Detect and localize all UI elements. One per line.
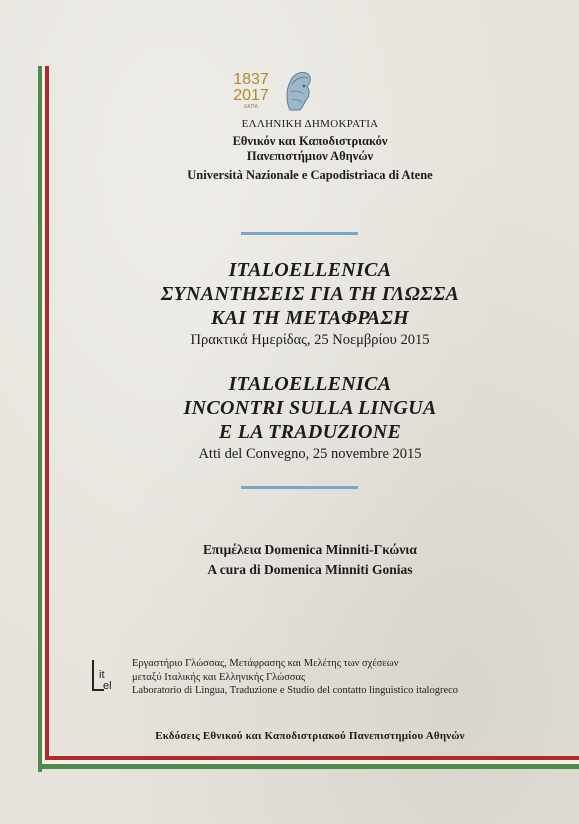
title-greek-line2: ΣΥΝΑΝΤΗΣΕΙΣ ΓΙΑ ΤΗ ΓΛΩΣΣΑ [160, 283, 460, 305]
litel-logo [90, 660, 124, 696]
litel-logo-it: it [99, 669, 105, 681]
title-greek [60, 258, 560, 330]
athena-head-icon [280, 66, 316, 114]
year-bottom: 2017 [233, 87, 269, 104]
year-top: 1837 [233, 71, 269, 88]
publisher: Εκδόσεις Εθνικού και Καποδιστριακού Πανεπιστημίου Αθηνών [155, 730, 465, 742]
university-name-greek-line2: Πανεπιστήμιον Αθηνών [246, 149, 374, 163]
title-italian [60, 372, 560, 444]
laboratory-line1: Εργαστήριο Γλώσσας, Μετάφρασης και Μελέτης των σχέσεων [132, 658, 399, 669]
laboratory-line3: Laboratorio di Lingua, Traduzione e Studio del contatto linguistico italogreco [132, 685, 459, 696]
university-name-greek [60, 134, 560, 164]
republic-label: ΕΛΛΗΝΙΚΗ ΔΗΜΟΚΡΑΤΙΑ [241, 118, 379, 130]
border-red-vertical [45, 66, 49, 760]
litel-logo-el: el [103, 680, 112, 692]
title-greek-line3: ΚΑΙ ΤΗ ΜΕΤΑΦΡΑΣΗ [210, 307, 409, 329]
title-greek-line1: ITALOELLENICA [228, 259, 392, 281]
laboratory-info [132, 657, 562, 698]
anniversary-logo [226, 72, 276, 110]
title-italian-line1: ITALOELLENICA [228, 373, 392, 395]
laboratory-line2: μεταξύ Ιταλικής και Ελληνικής Γλώσσας [132, 671, 306, 683]
editors [60, 540, 560, 580]
divider-top [241, 232, 358, 235]
border-green-horizontal [38, 764, 579, 769]
divider-bottom [241, 486, 358, 489]
university-name-greek-line1: Εθνικόν και Καποδιστριακόν [232, 134, 388, 148]
editor-italian: A cura di Domenica Minniti Gonias [207, 562, 413, 577]
litel-logo-stem [92, 660, 94, 690]
editor-greek: Επιμέλεια Domenica Minniti-Γκώνια [203, 542, 417, 557]
year-small: ΕΚΠΑ [244, 104, 258, 110]
subtitle-italian: Atti del Convegno, 25 novembre 2015 [198, 446, 422, 462]
subtitle-greek: Πρακτικά Ημερίδας, 25 Νοεμβρίου 2015 [190, 332, 430, 348]
title-italian-line3: E LA TRADUZIONE [218, 421, 402, 443]
title-italian-line2: INCONTRI SULLA LINGUA [183, 397, 437, 419]
university-name-italian: Università Nazionale e Capodistriaca di Atene [187, 168, 433, 182]
